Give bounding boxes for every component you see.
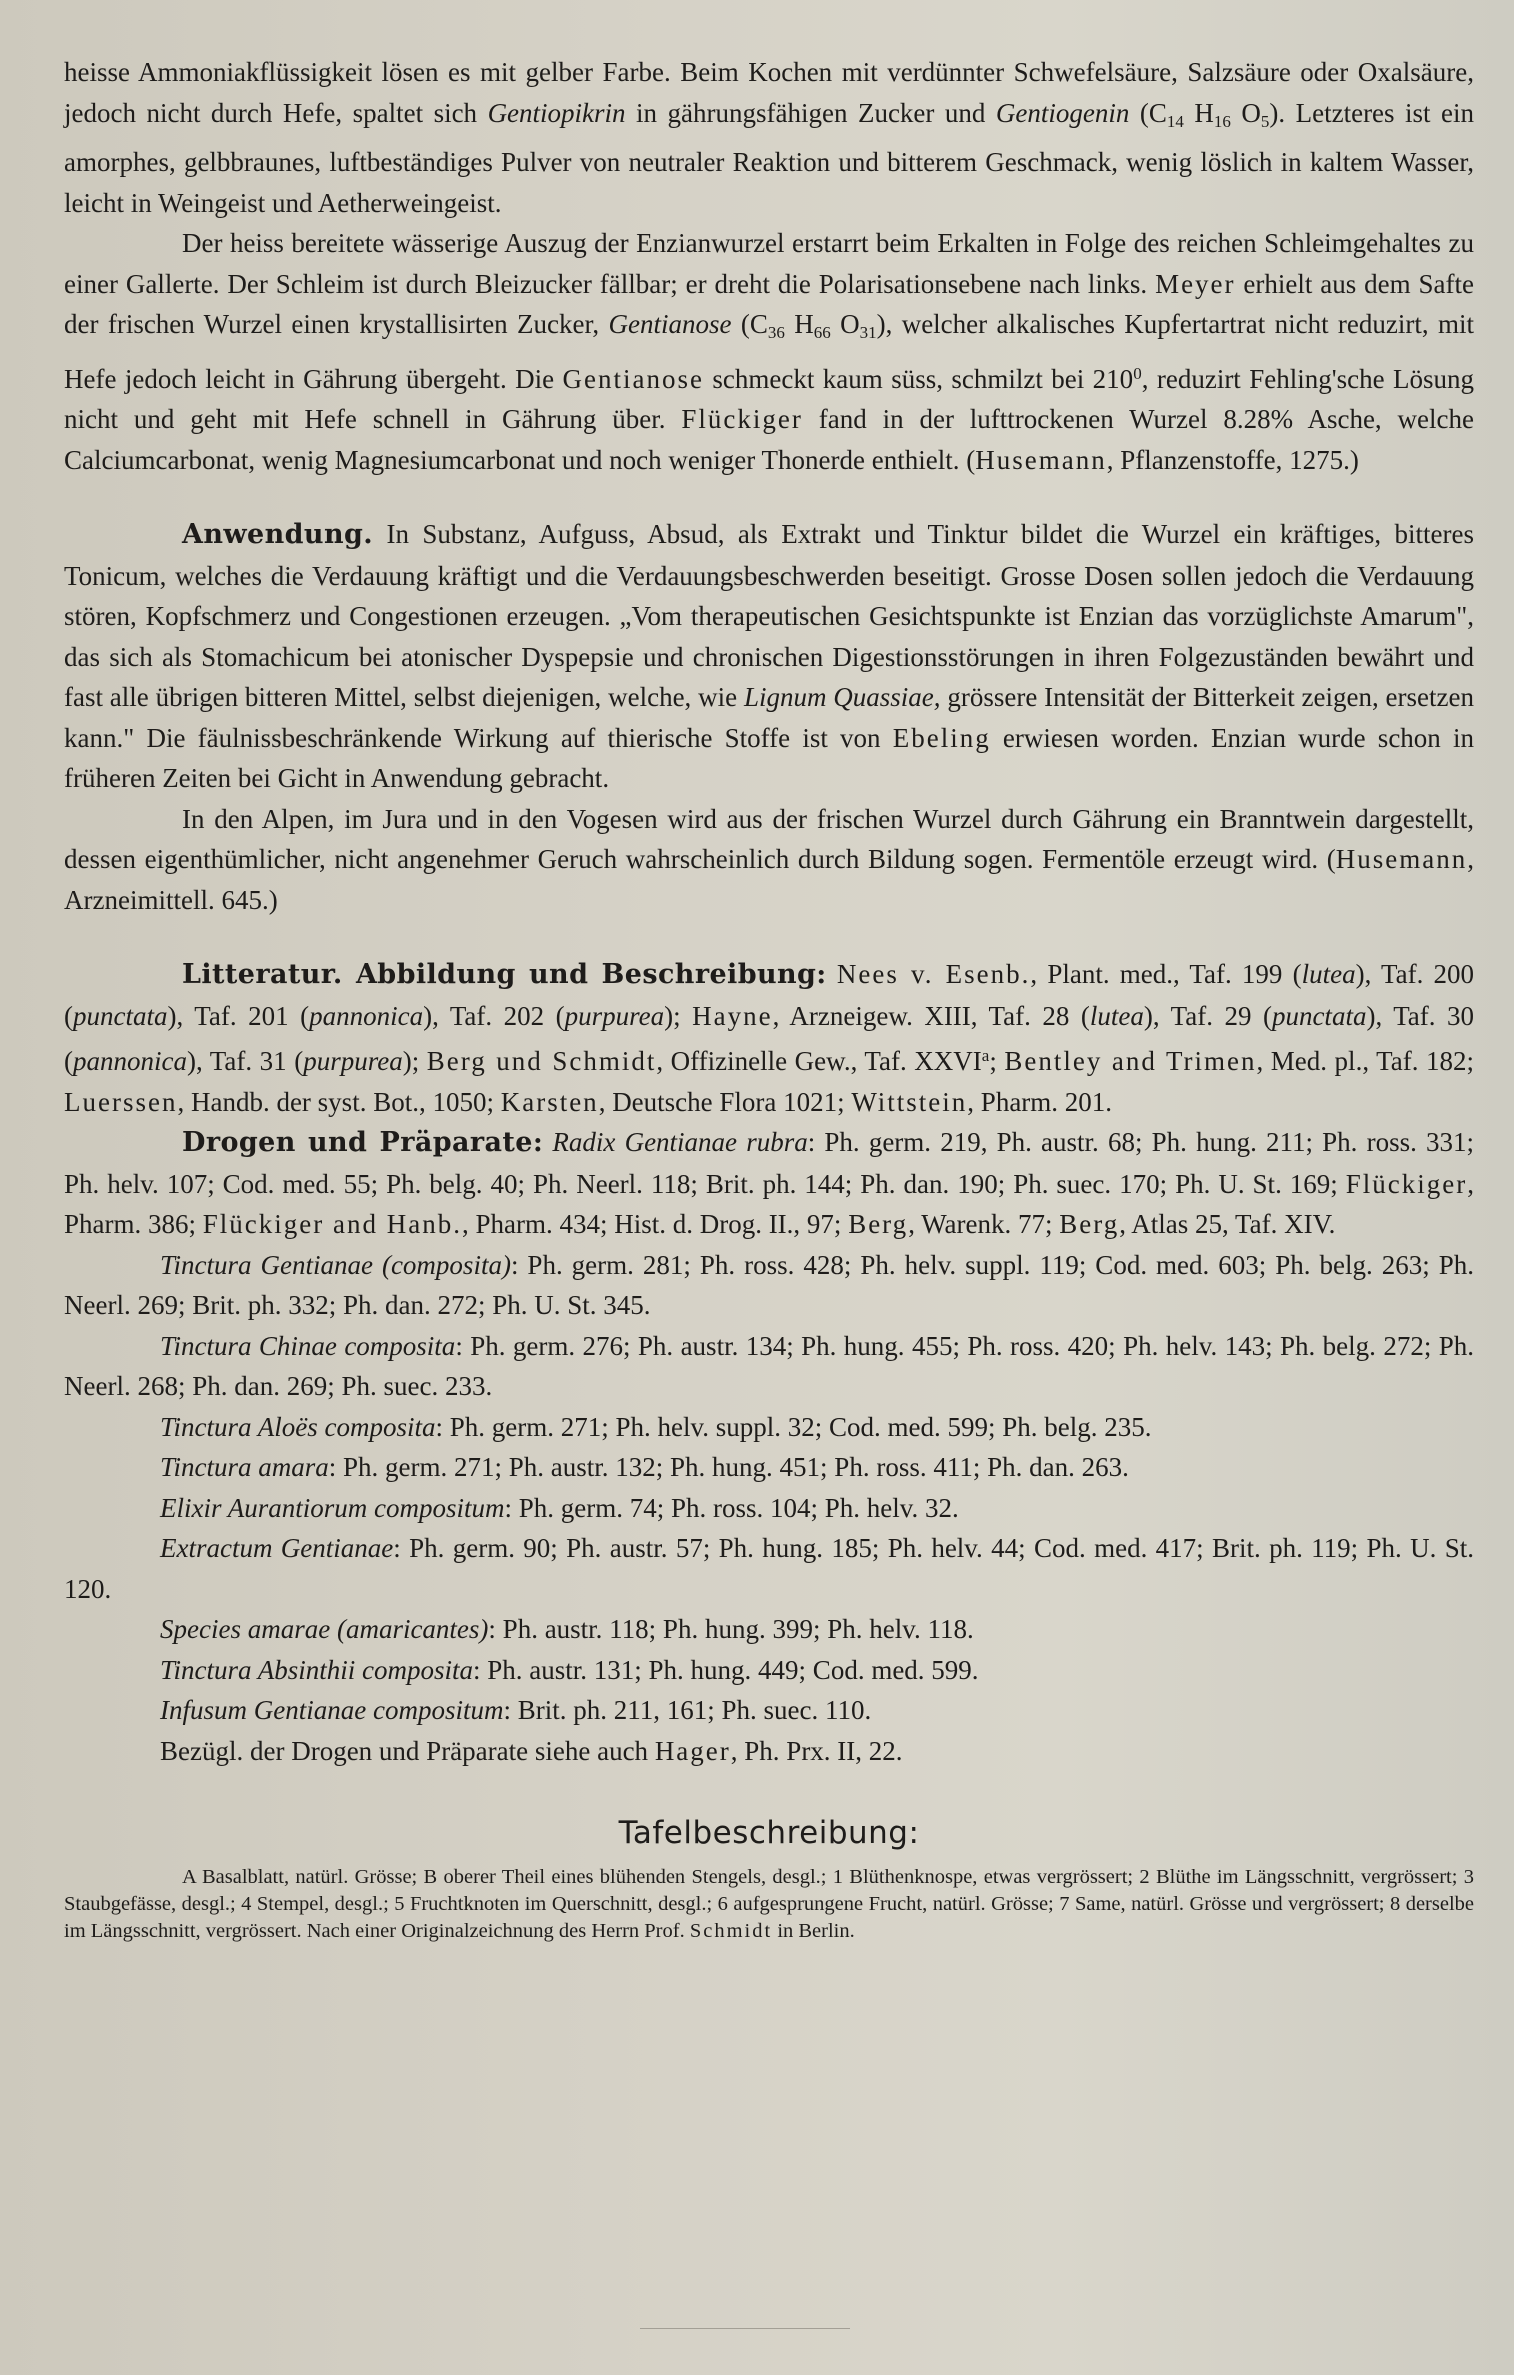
reference-entry: Species amarae (amaricantes): Ph. austr. 118; Ph. hung. 399; Ph. helv. 118. (160, 1614, 974, 1644)
reference-note: Bezügl. der Drogen und Präparate siehe auch Hager, Ph. Prx. II, 22. (160, 1735, 903, 1766)
reference-entry: Extractum Gentianae: Ph. germ. 90; Ph. austr. 57; Ph. hung. 185; Ph. helv. 44; Cod. med. 417; Brit. ph. 119; Ph. U. St. 120. (64, 1533, 1474, 1604)
paragraph-gentiopikrin: heisse Ammoniakflüssigkeit lösen es mit gelber Farbe. Beim Kochen mit verdünnter Schwefelsäure, Salzsäure oder Oxalsäure, jedoch nicht durch Hefe, spaltet sich Gentiopikrin in gährungsfähigen Zucker und Gentiogenin ($C_{14}$ $H_{16}$ $O_5$). Letzteres ist ein amorphes, gelbbraunes, luftbeständiges Pulver von neutraler Reaktion und bitterem Geschmack, wenig löslich in kaltem Wasser, leicht in Weingeist und Aetherweingeist. (64, 57, 1475, 218)
paragraph-litteratur: Litteratur. Abbildung und Beschreibung: Nees v. Esenb., Plant. med., Taf. 199 (lutea), Taf. 200 (punctata), Taf. 201 (pannonica), Taf. 202 (purpurea); Hayne, Arzneigew. XIII, Taf. 28 (lutea), Taf. 29 (punctata), Taf. 30 (pannonica), Taf. 31 (purpurea); Berg und Schmidt, Offizinelle Gew., Taf. XXVI$^a$; Bentley and Trimen, Med. pl., Taf. 182; Luerssen, Handb. der syst. Bot., 1050; Karsten, Deutsche Flora 1021; Wittstein, Pharm. 201. (64, 959, 1475, 1117)
reference-entry: Tinctura amara: Ph. germ. 271; Ph. austr. 132; Ph. hung. 451; Ph. ross. 411; Ph. dan. 263. (160, 1452, 1129, 1482)
bottom-divider (640, 2328, 850, 2329)
section-heading-litteratur: Litteratur. Abbildung und Beschreibung: (182, 959, 827, 990)
page-body (64, 52, 1474, 1945)
plate-description-title: Tafelbeschreibung: (618, 1815, 920, 1851)
section-heading-drogen: Drogen und Präparate: (182, 1127, 544, 1158)
paragraph-gentianose: Der heiss bereitete wässerige Auszug der Enzianwurzel erstarrt beim Erkalten in Folge des reichen Schleimgehaltes zu einer Gallerte. Der Schleim ist durch Bleizucker fällbar; er dreht die Polarisationsebene nach links. Meyer erhielt aus dem Safte der frischen Wurzel einen krystallisirten Zucker, Gentianose ($C_{36}$ $H_{66}$ $O_{31}$), welcher alkalisches Kupfertartrat nicht reduzirt, mit Hefe jedoch leicht in Gährung übergeht. Die Gentianose schmeckt kaum süss, schmilzt bei $210^0$, reduzirt Fehling'sche Lösung nicht und geht mit Hefe schnell in Gährung über. Flückiger fand in der lufttrockenen Wurzel 8.28% Asche, welche Calciumcarbonat, wenig Magnesiumcarbonat und noch weniger Thonerde enthielt. (Husemann, Pflanzenstoffe, 1275.) (64, 228, 1475, 475)
reference-entry: Tinctura Absinthii composita: Ph. austr. 131; Ph. hung. 449; Cod. med. 599. (160, 1654, 979, 1685)
reference-entry: Tinctura Aloës composita: Ph. germ. 271; Ph. helv. suppl. 32; Cod. med. 599; Ph. belg. 235. (160, 1411, 1152, 1442)
reference-entry: Elixir Aurantiorum compositum: Ph. germ. 74; Ph. ross. 104; Ph. helv. 32. (160, 1492, 959, 1523)
paragraph-drogen: Drogen und Präparate: Radix Gentianae rubra: Ph. germ. 219, Ph. austr. 68; Ph. hung. 211; Ph. ross. 331; Ph. helv. 107; Cod. med. 55; Ph. belg. 40; Ph. Neerl. 118; Brit. ph. 144; Ph. dan. 190; Ph. suec. 170; Ph. U. St. 169; Flückiger, Pharm. 386; Flückiger and Hanb., Pharm. 434; Hist. d. Drog. II., 97; Berg, Warenk. 77; Berg, Atlas 25, Taf. XIV. (64, 1127, 1474, 1239)
reference-entry: Tinctura Chinae composita: Ph. germ. 276; Ph. austr. 134; Ph. hung. 455; Ph. ross. 420; Ph. helv. 143; Ph. belg. 272; Ph. Neerl. 268; Ph. dan. 269; Ph. suec. 233. (64, 1330, 1474, 1401)
section-heading-anwendung: Anwendung. (182, 519, 374, 550)
paragraph-anwendung: Anwendung. In Substanz, Aufguss, Absud, als Extrakt und Tinktur bildet die Wurzel ein kräftiges, bitteres Tonicum, welches die Verdauung kräftigt und die Verdauungsbeschwerden beseitigt. Grosse Dosen sollen jedoch die Verdauung stören, Kopfschmerz und Congestionen erzeugen. „Vom therapeutischen Gesichtspunkte ist Enzian das vorzüglichste Amarum", das sich als Stomachicum bei atonischer Dyspepsie und chronischen Digestionsstörungen in ihren Folgezuständen bewährt und fast alle übrigen bitteren Mittel, selbst diejenigen, welche, wie Lignum Quassiae, grössere Intensität der Bitterkeit zeigen, ersetzen kann." Die fäulnissbeschränkende Wirkung auf thierische Stoffe ist von Ebeling erwiesen worden. Enzian wurde schon in früheren Zeiten bei Gicht in Anwendung gebracht. (64, 519, 1474, 793)
paragraph-branntwein: In den Alpen, im Jura und in den Vogesen wird aus der frischen Wurzel durch Gährung ein Branntwein dargestellt, dessen eigenthümlicher, nicht angenehmer Geruch wahrscheinlich durch Bildung sogen. Fermentöle erzeugt wird. (Husemann, Arzneimittell. 645.) (64, 803, 1474, 915)
reference-entry: Infusum Gentianae compositum: Brit. ph. 211, 161; Ph. suec. 110. (160, 1695, 872, 1725)
plate-description-text: A Basalblatt, natürl. Grösse; B oberer Theil eines blühenden Stengels, desgl.; 1 Blüthenknospe, etwas vergrössert; 2 Blüthe im Längsschnitt, vergrössert; 3 Staubgefässe, desgl.; 4 Stempel, desgl.; 5 Fruchtknoten im Querschnitt, desgl.; 6 aufgesprungene Frucht, natürl. Grösse; 7 Same, natürl. Grösse und vergrössert; 8 derselbe im Längsschnitt, vergrössert. Nach einer Originalzeichnung des Herrn Prof. Schmidt in Berlin. (64, 1865, 1474, 1942)
reference-entry: Tinctura Gentianae (composita): Ph. germ. 281; Ph. ross. 428; Ph. helv. suppl. 119; Cod. med. 603; Ph. belg. 263; Ph. Neerl. 269; Brit. ph. 332; Ph. dan. 272; Ph. U. St. 345. (64, 1249, 1474, 1320)
